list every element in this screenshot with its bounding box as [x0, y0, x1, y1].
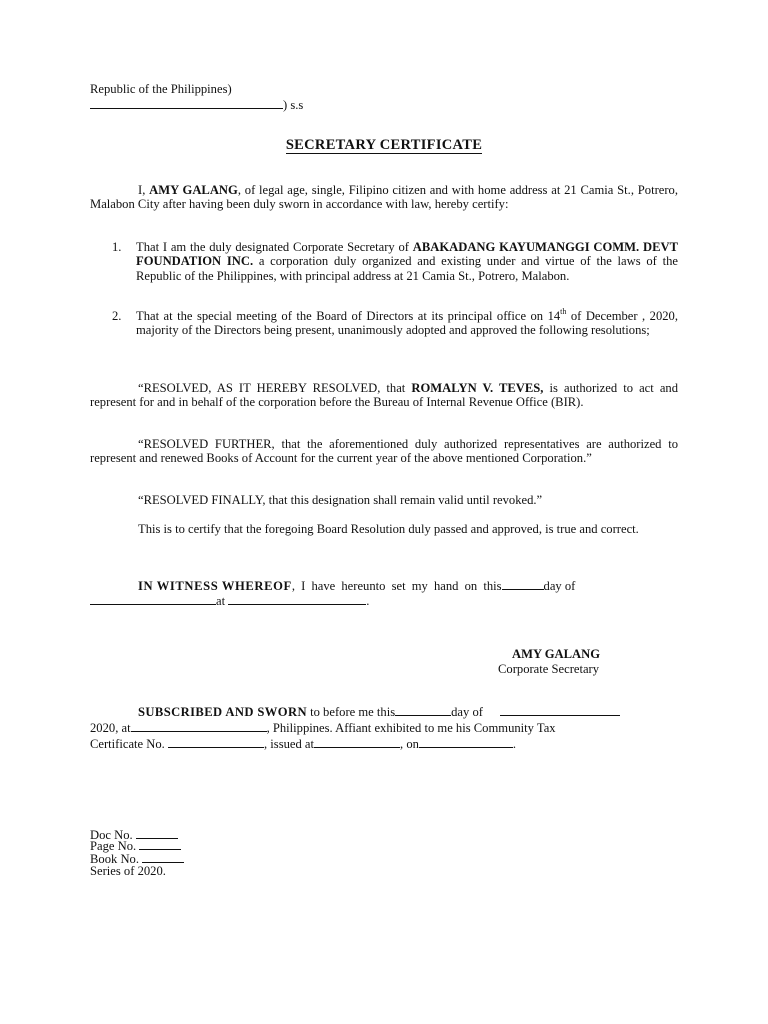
doc-no-line: Doc No.	[90, 827, 178, 842]
signatory-name: AMY GALANG	[512, 647, 601, 661]
issued-on-blank[interactable]	[419, 736, 513, 748]
witness-heading: IN WITNESS WHEREOF	[138, 579, 292, 593]
book-no-blank[interactable]	[142, 851, 184, 863]
blank-line	[90, 97, 283, 109]
ctc-number-blank[interactable]	[168, 736, 264, 748]
subscribed-line-2: 2020, at , Philippines. Affiant exhibited to me his Community Tax	[90, 721, 556, 735]
republic-line	[90, 82, 232, 96]
series-line: Series of 2020.	[90, 864, 166, 878]
day-blank[interactable]	[502, 578, 544, 590]
list-item: That I am the duly designated Corporate Secretary of ABAKADANG KAYUMANGGI COMM. DEVT FOUNDATION INC. a corporation duly organized and existing under and virtue of the laws of the Republic of the Philippines, with principal address at 21 Camia St., Potrero, Malabon.	[136, 240, 678, 283]
day-blank[interactable]	[395, 704, 451, 716]
signatory-role: Corporate Secretary	[498, 662, 600, 676]
list-item: That at the special meeting of the Board of Directors at its principal office on 14th of December , 2020, majority of the Directors being present, unanimously adopted and approved the following resolutions;	[136, 306, 678, 338]
certify-paragraph: This is to certify that the foregoing Board Resolution duly passed and approved, is true and correct.	[138, 522, 639, 536]
subscribed-line-3: Certificate No. , issued at , on .	[90, 737, 517, 751]
representative-name: ROMALYN V. TEVES,	[411, 381, 544, 395]
resolution-1: “RESOLVED, AS IT HEREBY RESOLVED, that ROMALYN V. TEVES, is authorized to act and represent for and in behalf of the corporation before the Bureau of Internal Revenue Office (BIR).	[90, 381, 679, 410]
issued-at-blank[interactable]	[314, 736, 400, 748]
book-no-line: Book No.	[90, 851, 184, 866]
witness-line-2: at .	[90, 593, 369, 608]
republic-text: Republic of the Philippines)	[90, 82, 232, 96]
item-number: 2.	[112, 309, 122, 323]
page-no-line: Page No.	[90, 838, 181, 853]
document-title: SECRETARY CERTIFICATE	[285, 137, 483, 153]
intro-paragraph: I, AMY GALANG, of legal age, single, Filipino citizen and with home address at 21 Camia St., Potrero, Malabon City after having been duly sworn in accordance with law, hereby certify:	[90, 183, 678, 212]
place-blank[interactable]	[228, 593, 366, 605]
foundation-name: ABAKADANG KAYUMANGGI COMM. DEVT FOUNDATION INC.	[136, 240, 678, 269]
place-blank[interactable]	[131, 720, 267, 732]
ss-line	[90, 97, 303, 112]
page-no-blank[interactable]	[139, 838, 181, 850]
subscribed-line-1: SUBSCRIBED AND SWORN to before me this day of	[138, 704, 678, 719]
month-blank[interactable]	[90, 593, 216, 605]
month-blank[interactable]	[500, 704, 620, 716]
ss-text: ) s.s	[283, 98, 304, 112]
item-number: 1.	[112, 240, 122, 254]
resolution-2: “RESOLVED FURTHER, that the aforementioned duly authorized representatives are authorized to represent and renewed Books of Account for the current year of the above mentioned Corporation.”	[90, 437, 678, 466]
witness-line-1: IN WITNESS WHEREOF, I have hereunto set my hand on this day of	[138, 579, 576, 593]
subscribed-heading: SUBSCRIBED AND SWORN	[138, 705, 307, 719]
affiant-name: AMY GALANG	[149, 183, 238, 197]
resolution-3: “RESOLVED FINALLY, that this designation shall remain valid until revoked.”	[138, 493, 543, 507]
